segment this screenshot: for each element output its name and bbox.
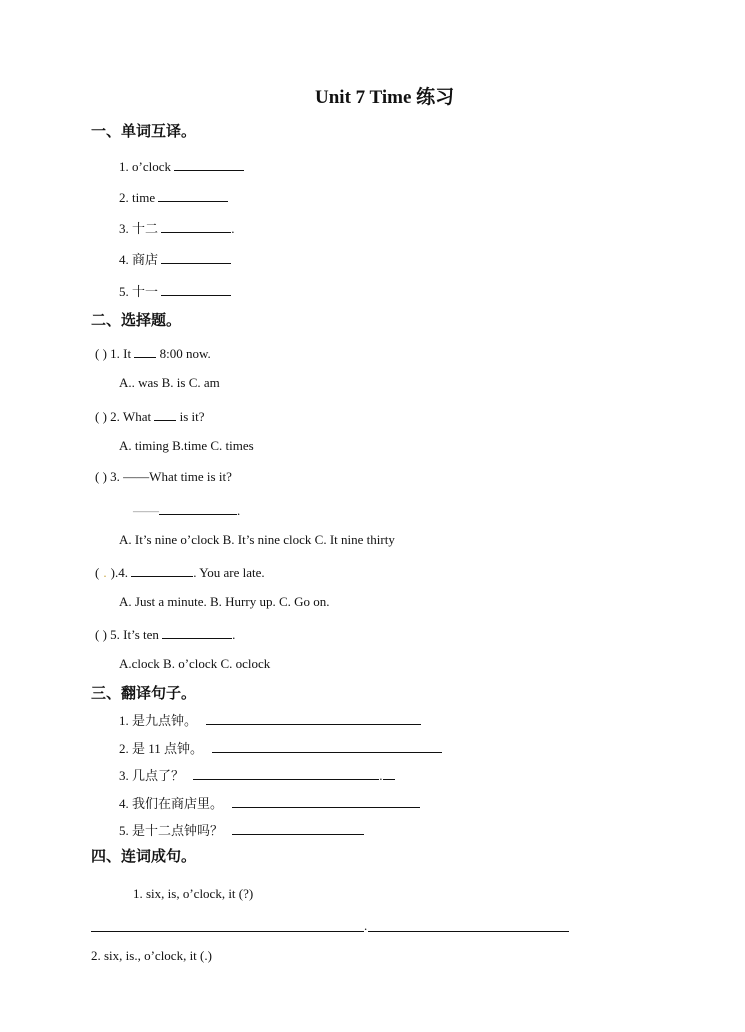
reorder-item-1: 1. six, is, o’clock, it (?): [133, 886, 254, 901]
answer-blank[interactable]: [134, 345, 156, 358]
translate-item-label: 1. 是九点钟。: [119, 713, 198, 728]
choice-answer-line-3: [133, 502, 240, 517]
translate-item-5: [119, 822, 364, 837]
question-text: 5. It’s ten: [110, 627, 159, 642]
choice-question-2: [95, 408, 205, 423]
answer-dash: ——: [133, 503, 159, 518]
answer-end: .: [237, 503, 241, 518]
vocab-item-suffix: .: [231, 221, 235, 236]
answer-blank[interactable]: [154, 408, 176, 421]
vocab-item-label: 5. 十一: [119, 284, 159, 299]
choice-options-1: A.. was B. is C. am: [119, 375, 220, 390]
choice-question-3: [95, 470, 232, 483]
choice-options-2: A. timing B.time C. times: [119, 438, 254, 453]
answer-blank[interactable]: [174, 158, 244, 171]
translate-item-label: 4. 我们在商店里。: [119, 796, 224, 811]
answer-line-mid: .: [364, 918, 368, 933]
translate-item-mid: .: [379, 768, 383, 783]
section-heading-reorder: 四、连词成句。: [91, 849, 197, 865]
answer-blank[interactable]: [162, 626, 232, 639]
answer-line[interactable]: [368, 931, 569, 932]
choice-question-4: [95, 564, 265, 579]
vocab-item-2: [119, 189, 228, 204]
question-text: 3. ——What time is it?: [110, 469, 232, 484]
answer-blank[interactable]: [212, 740, 442, 753]
choice-options-3: A. It’s nine o’clock B. It’s nine clock C. It nine thirty: [119, 532, 395, 547]
translate-item-label: 5. 是十二点钟吗？: [119, 823, 224, 838]
translate-item-3: [119, 767, 395, 782]
answer-paren[interactable]: ( ): [95, 409, 107, 424]
question-text: 8:00 now.: [159, 346, 211, 361]
translate-item-label: 2. 是 11 点钟。: [119, 741, 204, 756]
translate-item-label: 3. 几点了？: [119, 768, 185, 783]
section-heading-vocab: 一、单词互译。: [91, 124, 197, 140]
vocab-item-3: [119, 220, 235, 235]
question-text: .4.: [114, 565, 128, 580]
answer-paren[interactable]: ( ): [95, 469, 107, 484]
question-text: .: [232, 627, 236, 642]
answer-paren[interactable]: ( ): [95, 346, 107, 361]
answer-blank[interactable]: [232, 822, 364, 835]
vocab-item-label: 3. 十二: [119, 221, 159, 236]
section-heading-choice: 二、选择题。: [91, 313, 182, 329]
reorder-item-2: 2. six, is., o’clock, it (.): [91, 948, 212, 963]
answer-paren-open[interactable]: (: [95, 565, 100, 580]
vocab-item-5: [119, 283, 231, 298]
question-text: is it?: [179, 409, 205, 424]
vocab-item-label: 2. time: [119, 190, 156, 205]
choice-options-5: A.clock B. o’clock C. oclock: [119, 656, 271, 671]
answer-blank[interactable]: [161, 251, 231, 264]
vocab-item-label: 1. o’clock: [119, 159, 171, 174]
vocab-item-4: [119, 251, 231, 266]
answer-blank[interactable]: [158, 189, 228, 202]
vocab-item-1: [119, 158, 244, 173]
answer-blank[interactable]: [193, 767, 379, 780]
translate-item-4: [119, 795, 420, 810]
choice-options-4: A. Just a minute. B. Hurry up. C. Go on.: [119, 594, 330, 609]
choice-question-5: [95, 626, 235, 641]
translate-item-1: [119, 712, 421, 727]
translate-item-2: [119, 740, 442, 755]
page-title: Unit 7 Time 练习: [315, 87, 455, 108]
answer-blank[interactable]: [161, 283, 231, 296]
answer-blank[interactable]: [383, 767, 395, 780]
answer-blank[interactable]: [206, 712, 421, 725]
answer-blank[interactable]: [161, 220, 231, 233]
question-text: 2. What: [110, 409, 152, 424]
answer-paren-dot: .: [103, 565, 107, 580]
section-heading-translate: 三、翻译句子。: [91, 686, 197, 702]
answer-paren[interactable]: ( ): [95, 627, 107, 642]
question-text: . You are late.: [193, 565, 265, 580]
answer-blank[interactable]: [159, 502, 237, 515]
vocab-item-label: 4. 商店: [119, 252, 159, 267]
answer-paren-close[interactable]: ): [110, 565, 115, 580]
answer-line[interactable]: [91, 931, 364, 932]
answer-blank[interactable]: [131, 564, 193, 577]
question-text: 1. It: [110, 346, 132, 361]
choice-question-1: [95, 345, 211, 360]
answer-blank[interactable]: [232, 795, 420, 808]
